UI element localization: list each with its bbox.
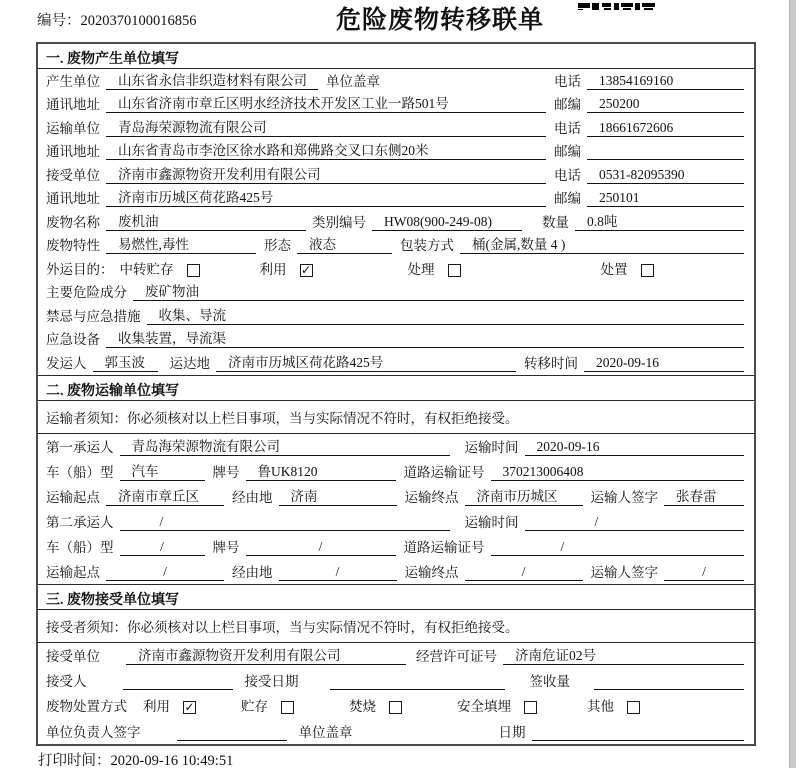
address-label: 通讯地址 xyxy=(46,144,100,159)
manifest-form-table xyxy=(36,42,756,746)
origin1-value: 济南市章丘区 xyxy=(106,485,224,506)
date-label: 日期 xyxy=(498,724,526,740)
row-manager-sign xyxy=(38,718,754,744)
phone-label: 电话 xyxy=(554,167,581,183)
address-label: 通讯地址 xyxy=(46,97,100,112)
section-producer xyxy=(38,44,754,375)
row-vehicle1 xyxy=(38,459,754,484)
vehicle2-value: / xyxy=(120,539,205,556)
vehicle-label: 车（船）型 xyxy=(46,539,114,555)
purpose-treat-label: 处理 xyxy=(407,261,435,277)
receive-address-value: 济南市历城区荷花路425号 xyxy=(106,187,546,208)
checkbox-disposal-landfill xyxy=(524,701,537,714)
sender-value: 郭玉波 xyxy=(93,351,158,372)
row-taboo xyxy=(38,304,754,328)
address-label: 通讯地址 xyxy=(46,191,100,206)
receipt-qty-label: 签收量 xyxy=(529,673,570,689)
receive-zip-value: 250101 xyxy=(587,190,744,207)
receive-unit-label: 接受单位 xyxy=(46,648,100,664)
section-receiver xyxy=(38,584,754,744)
plate-label: 牌号 xyxy=(212,464,240,480)
purpose-use-label: 利用 xyxy=(259,261,287,277)
manager-sign-value xyxy=(177,724,287,741)
phone-label: 电话 xyxy=(554,120,581,136)
receive-date-label: 接受日期 xyxy=(244,673,299,689)
row-carrier2 xyxy=(38,509,754,534)
section-producer-header: 一. 废物产生单位填写 xyxy=(38,44,754,69)
produce-address-value: 山东省济南市章丘区明水经济技术开发区工业一路501号 xyxy=(106,93,546,114)
seal-label: 单位盖章 xyxy=(326,73,380,89)
row-purpose xyxy=(38,257,754,281)
row-receive-unit xyxy=(38,163,754,187)
disposal-label: 废物处置方式 xyxy=(46,698,127,714)
checkbox-dispose xyxy=(641,264,654,277)
packing-value: 桶(金属,数量 4 ) xyxy=(460,234,744,255)
receiver-value xyxy=(123,673,233,690)
quantity-label: 数量 xyxy=(542,214,569,230)
row-vehicle2 xyxy=(38,534,754,559)
dest-value: 济南市历城区荷花路425号 xyxy=(216,351,516,372)
character-value: 易燃性,毒性 xyxy=(106,234,256,255)
waste-name-label: 废物名称 xyxy=(46,214,100,230)
receipt-qty-value xyxy=(594,673,744,690)
checkbox-disposal-other xyxy=(627,701,640,714)
produce-zip-value: 250200 xyxy=(587,96,744,113)
produce-phone-value: 13854169160 xyxy=(587,73,744,90)
plate1-value: 鲁UK8120 xyxy=(246,460,396,481)
checkbox-use-checked: ✓ xyxy=(300,262,312,277)
row-sender xyxy=(38,351,754,375)
checkbox-transfer-storage xyxy=(187,264,200,277)
form-value: 液态 xyxy=(297,234,392,255)
disposal-storage-label: 贮存 xyxy=(241,698,268,714)
checkbox-treat xyxy=(448,264,461,277)
origin2-value: / xyxy=(106,564,224,581)
disposal-burn-label: 焚烧 xyxy=(349,698,376,714)
equipment-value: 收集装置，导流渠 xyxy=(106,328,744,349)
transporter-notice: 运输者须知：你必须核对以上栏目事项，当与实际情况不符时，有权拒绝接受。 xyxy=(38,401,754,434)
transport-unit-value: 青岛海荣源物流有限公司 xyxy=(106,116,546,137)
plate-label: 牌号 xyxy=(212,539,240,555)
receiver-label: 接受人 xyxy=(46,673,87,689)
terminal-label: 运输终点 xyxy=(404,489,459,505)
terminal1-value: 济南市历城区 xyxy=(465,485,583,506)
carrier2-time-value: / xyxy=(525,514,745,531)
row-route1 xyxy=(38,484,754,509)
purpose-transfer-storage-label: 中转贮存 xyxy=(119,261,174,277)
equipment-label: 应急设备 xyxy=(46,332,100,347)
row-disposal xyxy=(38,693,754,718)
carrier2-value: / xyxy=(120,514,450,531)
row-hazard xyxy=(38,281,754,305)
taboo-label: 禁忌与应急措施 xyxy=(46,308,141,324)
form-label: 形态 xyxy=(264,238,291,253)
road-permit-label: 道路运输证号 xyxy=(403,464,485,480)
carrier-sign2-value: / xyxy=(664,564,744,581)
receive-date-value xyxy=(330,673,505,690)
transport-address-value: 山东省青岛市李沧区徐水路和郑佛路交叉口东侧20米 xyxy=(106,140,546,161)
section-transporter xyxy=(38,375,754,584)
sender-label: 发运人 xyxy=(46,355,87,371)
qr-code-partial-icon xyxy=(578,0,657,10)
taboo-value: 收集、导流 xyxy=(147,304,745,325)
checkbox-disposal-storage xyxy=(281,701,294,714)
zip-label: 邮编 xyxy=(554,144,581,159)
dest-label: 运达地 xyxy=(169,355,210,371)
vehicle-label: 车（船）型 xyxy=(46,464,114,480)
character-label: 废物特性 xyxy=(46,238,100,253)
section-receiver-header: 三. 废物接受单位填写 xyxy=(38,585,754,610)
transport-unit-label: 运输单位 xyxy=(46,120,100,136)
checkbox-disposal-burn xyxy=(389,701,402,714)
zip-label: 邮编 xyxy=(554,191,581,206)
transfer-time-label: 转移时间 xyxy=(524,355,578,371)
manager-sign-label: 单位负责人签字 xyxy=(46,724,141,740)
transfer-time-value: 2020-09-16 xyxy=(584,355,744,372)
origin-label: 运输起点 xyxy=(46,489,100,505)
origin-label: 运输起点 xyxy=(46,564,100,580)
carrier-sign1-value: 张春雷 xyxy=(664,485,744,506)
transport-time-label: 运输时间 xyxy=(464,439,519,455)
document-number-value: 2020370100016856 xyxy=(80,13,197,29)
permit-no-label: 经营许可证号 xyxy=(416,648,497,664)
category-label: 类别编号 xyxy=(312,214,366,230)
hazard-value: 废矿物油 xyxy=(133,281,744,302)
produce-unit-value: 山东省永信非织造材料有限公司 xyxy=(106,69,318,90)
print-time-label: 打印时间： xyxy=(38,753,111,769)
disposal-other-label: 其他 xyxy=(587,698,614,714)
receive-phone-value: 0531-82095390 xyxy=(587,167,744,184)
carrier-sign-label: 运输人签字 xyxy=(590,489,658,505)
terminal-label: 运输终点 xyxy=(404,564,459,580)
page-title: 危险废物转移联单 xyxy=(336,7,545,34)
row-produce-address xyxy=(38,93,754,117)
via-label: 经由地 xyxy=(232,564,273,580)
carrier-sign-label: 运输人签字 xyxy=(590,564,658,580)
via1-value: 济南 xyxy=(279,485,397,506)
row-receive-address xyxy=(38,187,754,211)
document-number xyxy=(37,9,197,30)
zip-label: 邮编 xyxy=(554,97,581,112)
transport-phone-value: 18661672606 xyxy=(587,120,744,137)
transport-time-label: 运输时间 xyxy=(464,514,519,530)
receiver-notice: 接受者须知：你必须核对以上栏目事项，当与实际情况不符时，有权拒绝接受。 xyxy=(38,610,754,643)
row-waste-name xyxy=(38,210,754,234)
produce-unit-label: 产生单位 xyxy=(46,73,100,89)
receiver-unit-value: 济南市鑫源物资开发利用有限公司 xyxy=(126,644,406,665)
road-permit2-value: / xyxy=(491,539,745,556)
plate2-value: / xyxy=(246,539,396,556)
permit-no-value: 济南危证02号 xyxy=(503,644,744,665)
disposal-landfill-label: 安全填埋 xyxy=(457,698,511,714)
row-equipment xyxy=(38,328,754,352)
receive-unit-label: 接受单位 xyxy=(46,167,100,183)
category-value: HW08(900-249-08) xyxy=(372,214,522,231)
carrier1-label: 第一承运人 xyxy=(46,439,114,455)
document-number-label: 编号： xyxy=(37,13,81,29)
hazard-label: 主要危险成分 xyxy=(46,285,127,300)
section-transporter-header: 二. 废物运输单位填写 xyxy=(38,376,754,401)
row-route2 xyxy=(38,559,754,584)
purpose-label: 外运目的： xyxy=(46,261,114,277)
row-waste-character xyxy=(38,234,754,258)
seal-label: 单位盖章 xyxy=(298,724,353,740)
carrier1-time-value: 2020-09-16 xyxy=(525,439,745,456)
carrier1-value: 青岛海荣源物流有限公司 xyxy=(120,435,450,456)
via-label: 经由地 xyxy=(232,489,273,505)
vertical-scrollbar[interactable] xyxy=(789,0,796,768)
purpose-dispose-label: 处置 xyxy=(600,261,628,277)
terminal2-value: / xyxy=(465,564,583,581)
vehicle1-value: 汽车 xyxy=(120,460,205,481)
phone-label: 电话 xyxy=(554,73,581,89)
print-time-value: 2020-09-16 10:49:51 xyxy=(110,753,234,769)
packing-label: 包装方式 xyxy=(400,238,454,253)
receive-unit-value: 济南市鑫源物资开发利用有限公司 xyxy=(106,163,546,184)
row-transport-unit xyxy=(38,116,754,140)
checkbox-disposal-use-checked: ✓ xyxy=(184,699,195,714)
date-value xyxy=(532,724,745,741)
row-produce-unit xyxy=(38,69,754,93)
row-transport-address xyxy=(38,140,754,164)
carrier2-label: 第二承运人 xyxy=(46,514,114,530)
via2-value: / xyxy=(279,564,397,581)
road-permit1-value: 370213006408 xyxy=(491,464,745,481)
road-permit-label: 道路运输证号 xyxy=(403,539,485,555)
quantity-value: 0.8吨 xyxy=(575,210,744,231)
transport-zip-value xyxy=(587,143,744,160)
disposal-use-label: 利用 xyxy=(143,698,170,714)
waste-name-value: 废机油 xyxy=(106,210,306,231)
row-receiver xyxy=(38,668,754,693)
print-time xyxy=(38,749,233,770)
row-receiver-unit xyxy=(38,643,754,668)
row-carrier1 xyxy=(38,434,754,459)
